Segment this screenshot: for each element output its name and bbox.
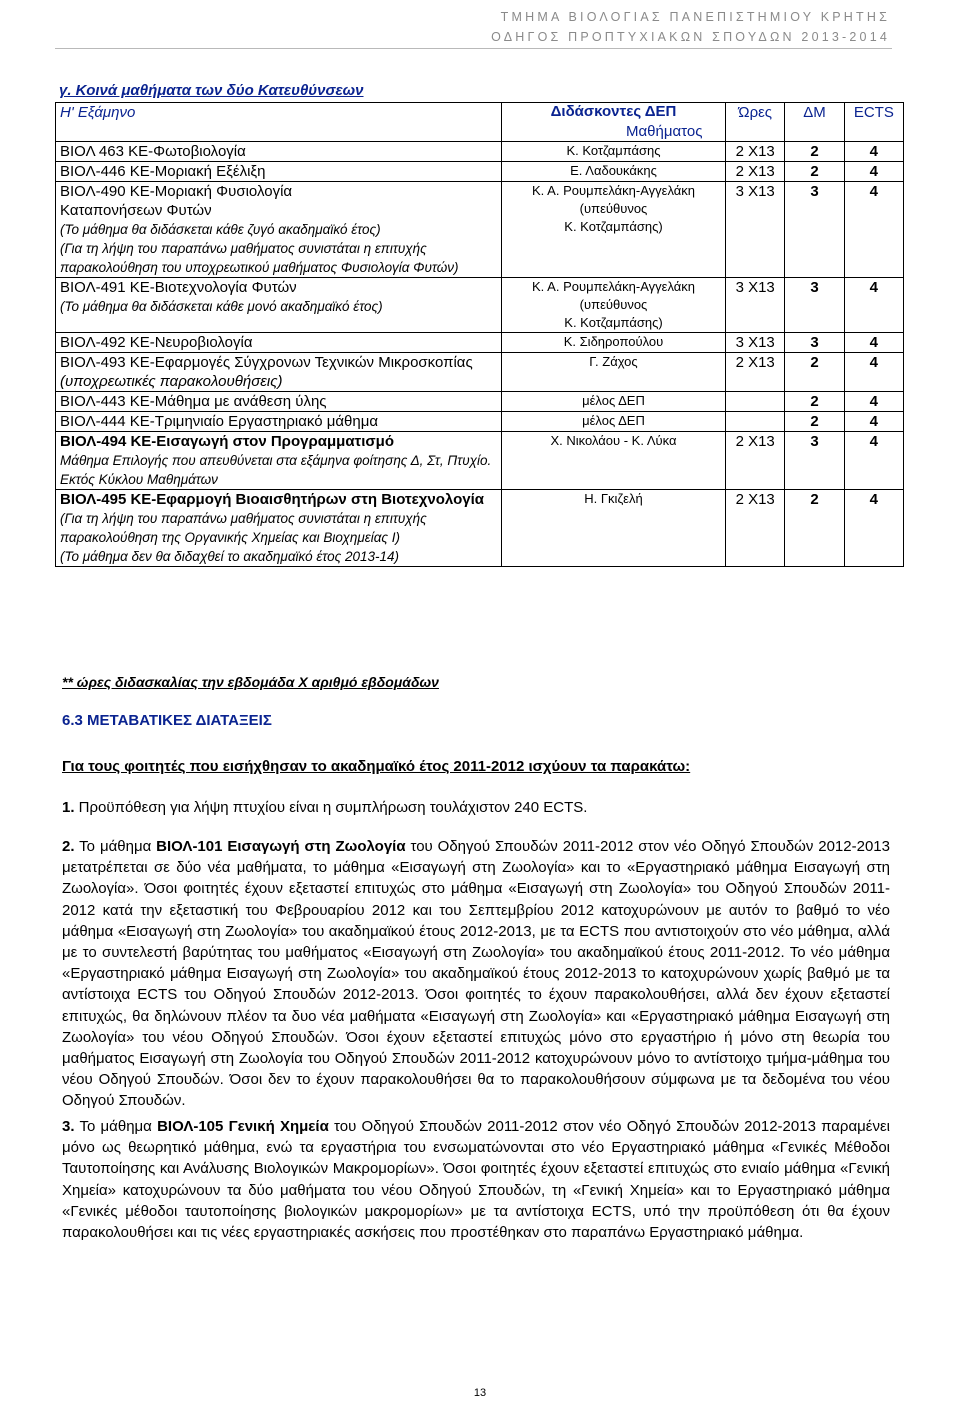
- course-instructor: Η. Γκιζελή: [502, 490, 726, 567]
- course-dm: 2: [785, 490, 844, 567]
- course-title: ΒΙΟΛ-494 ΚΕ-Εισαγωγή στον Προγραμματισμό: [60, 433, 394, 450]
- course-ects: 4: [844, 162, 903, 182]
- course-dm: 3: [785, 333, 844, 353]
- table-row: [56, 142, 904, 162]
- course-instructor: Κ. Σιδηροπούλου: [502, 333, 726, 353]
- course-hours: 2 Χ13: [726, 432, 785, 490]
- course-title: ΒΙΟΛ-495 ΚΕ-Εφαρμογή Βιοαισθητήρων στη Βιοτεχνολογία: [60, 491, 484, 508]
- course-ects: 4: [844, 182, 903, 278]
- table-header-row: [56, 103, 904, 142]
- course-title: ΒΙΟΛ-444 ΚΕ-Τριμηνιαίο Εργαστηριακό μάθημα: [56, 412, 502, 432]
- course-dm: 2: [785, 162, 844, 182]
- course-dm: 2: [785, 353, 844, 392]
- table-row: [56, 333, 904, 353]
- courses-table: [55, 102, 904, 567]
- header-rule: [55, 48, 892, 49]
- section-heading: 6.3 ΜΕΤΑΒΑΤΙΚΕΣ ΔΙΑΤΑΞΕΙΣ: [62, 712, 272, 729]
- hours-header: Ώρες Μαθήματος: [726, 103, 785, 142]
- course-dm: 2: [785, 142, 844, 162]
- course-hours: 3 Χ13: [726, 182, 785, 278]
- course-dm: 3: [785, 278, 844, 333]
- table-row: [56, 182, 904, 278]
- course-title: ΒΙΟΛ-491 ΚΕ-Βιοτεχνολογία Φυτών: [60, 279, 297, 296]
- course-hours: 2 Χ13: [726, 490, 785, 567]
- course-hours: [726, 392, 785, 412]
- table-row: [56, 490, 904, 567]
- course-ects: 4: [844, 412, 903, 432]
- course-hours: [726, 412, 785, 432]
- course-ects: 4: [844, 432, 903, 490]
- course-note: Μάθημα Επιλογής που απευθύνεται στα εξάμηνα φοίτησης Δ, Στ, Πτυχίο.: [60, 453, 492, 468]
- course-instructor: Χ. Νικολάου - Κ. Λύκα: [502, 432, 726, 490]
- course-title-cell: [56, 432, 502, 490]
- course-instructor: μέλος ΔΕΠ: [502, 392, 726, 412]
- table-row: [56, 278, 904, 333]
- course-hours: 3 Χ13: [726, 278, 785, 333]
- course-instructor: Κ. Α. Ρουμπελάκη-Αγγελάκη (υπεύθυνος Κ. Κοτζαμπάσης): [502, 278, 726, 333]
- course-instructor: Γ. Ζάχος: [502, 353, 726, 392]
- course-ects: 4: [844, 278, 903, 333]
- course-title-cont: Καταπονήσεων Φυτών: [60, 202, 212, 219]
- course-instructor: Κ. Κοτζαμπάσης: [502, 142, 726, 162]
- paragraph-1: 1. Προϋπόθεση για λήψη πτυχίου είναι η συμπλήρωση τουλάχιστον 240 ECTS.: [62, 799, 588, 816]
- paragraph-2: 2. Το μάθημα ΒΙΟΛ-101 Εισαγωγή στη Ζωολογία του Οδηγού Σπουδών 2011-2012 στον νέο Οδηγό Σπουδών 2012-2013 μετατρέπεται σε δύο νέα μαθήματα, το μάθημα «Εισαγωγή στη Ζωολογία» και το «Εργαστηριακό μάθημα Εισαγωγή στη Ζωολογία». Όσοι φοιτητές έχουν εξεταστεί επιτυχώς στο μάθημα «Εισαγωγή στη Ζωολογία» του Οδηγού Σπουδών 2011-2012 κατά την εξεταστική του Φεβρουαρίου 2012 και του Σεπτεμβρίου 2012 κατοχυρώνουν με αυτόν το βαθμό το νέο μάθημα «Εισαγωγή στη Ζωολογία» του ακαδημαϊκού έτους 2012-2013, με τα ECTS που αντιστοιχούν στο νέο μάθημα, αλλά με το συντελεστή βαρύτητας του μαθήματος «Εισαγωγή στη Ζωολογία» του ακαδημαϊκού έτους 2011-2012. Το νέο μάθημα «Εργαστηριακό μάθημα Εισαγωγή στη Ζωολογία» του ακαδημαϊκού έτους 2012-2013 το κατοχυρώνουν χωρίς βαθμό με τα αντίστοιχα ECTS του Οδηγού Σπουδών 2012-2013. Όσοι φοιτητές το έχουν παρακολουθήσει, αλλά δεν έχουν εξεταστεί επιτυχώς, θα δηλώνουν πλέον τα δυο νέα μαθήματα «Εισαγωγή στη Ζωολογία» και «Εργαστηριακό μάθημα Εισαγωγή στη Ζωολογία» του νέου Οδηγού Σπουδών. Όσοι έχουν εξεταστεί επιτυχώς μόνο στο εργαστήριο ή μόνο στη θεωρία του μαθήματος Εισαγωγή στη Ζωολογία του Οδηγού Σπουδών 2011-2012 κατοχυρώνουν μόνο το αντίστοιχο τμήμα-μάθημα του νέου Οδηγού Σπουδών. Όσοι δεν το έχουν παρακολουθήσει θα το παρακολουθήσουν σύμφωνα με τα δεδομένα του νέου Οδηγού Σπουδών.: [62, 838, 890, 1110]
- course-dm: 3: [785, 432, 844, 490]
- table-row: [56, 432, 904, 490]
- course-instructor: Ε. Λαδουκάκης: [502, 162, 726, 182]
- course-title-cell: [56, 490, 502, 567]
- course-hours: 3 Χ13: [726, 333, 785, 353]
- ects-header: ECTS: [844, 103, 903, 142]
- footnote: ** ώρες διδασκαλίας την εβδομάδα Χ αριθμό εβδομάδων: [62, 674, 439, 690]
- course-hours: 2 Χ13: [726, 162, 785, 182]
- table-row: [56, 353, 904, 392]
- course-note: (Το μάθημα δεν θα διδαχθεί το ακαδημαϊκό έτος 2013-14): [60, 549, 400, 564]
- course-ects: 4: [844, 490, 903, 567]
- course-title-cell: [56, 182, 502, 278]
- course-title: ΒΙΟΛ-446 ΚΕ-Μοριακή Εξέλιξη: [56, 162, 502, 182]
- course-instructor: Κ. Α. Ρουμπελάκη-Αγγελάκη (υπεύθυνος Κ. Κοτζαμπάσης): [502, 182, 726, 278]
- course-dm: 2: [785, 412, 844, 432]
- paragraph-3: 3. Το μάθημα ΒΙΟΛ-105 Γενική Χημεία του Οδηγού Σπουδών 2011-2012 στον νέο Οδηγό Σπουδών 2012-2013 παραμένει μόνο ως θεωρητικό μάθημα, ενώ τα εργαστήρια του ενσωματώνονται στο νέο Εργαστηριακό μάθημα «Γενικές Μέθοδοι Ταυτοποίησης και Ανάλυσης Βιολογικών Μακρομορίων». Όσοι φοιτητές έχουν εξεταστεί επιτυχώς στο ενιαίο μάθημα «Γενική Χημεία» κατοχυρώνουν τα δύο μαθήματα του νέου Οδηγού Σπουδών, τη «Γενική Χημεία» και το Εργαστηριακό μάθημα «Γενικές μέθοδοι ταυτοποίησης βιολογικών μακρομορίων» με τα αντίστοιχα ECTS, υπό την προϋπόθεση ότι θα έχουν παρακολουθήσει και τις νέες εργαστηριακές ασκήσεις που προστέθηκαν στο παραπάνω Εργαστηριακό μάθημα.: [62, 1118, 890, 1242]
- table-row: [56, 392, 904, 412]
- course-ects: 4: [844, 392, 903, 412]
- course-dm: 2: [785, 392, 844, 412]
- table-row: [56, 162, 904, 182]
- course-ects: 4: [844, 333, 903, 353]
- header-guide: ΟΔΗΓΟΣ ΠΡΟΠΤΥΧΙΑΚΩΝ ΣΠΟΥΔΩΝ 2013-2014: [491, 30, 890, 44]
- course-hours: 2 Χ13: [726, 142, 785, 162]
- course-instructor: μέλος ΔΕΠ: [502, 412, 726, 432]
- course-note-tail: Εκτός Κύκλου Μαθημάτων: [60, 472, 218, 487]
- course-title: ΒΙΟΛ-443 ΚΕ-Μάθημα με ανάθεση ύλης: [56, 392, 502, 412]
- course-note: (Το μάθημα θα διδάσκεται κάθε μονό ακαδημαϊκό έτος): [60, 299, 383, 314]
- section-subheading: Για τους φοιτητές που εισήχθησαν το ακαδημαϊκό έτος 2011-2012 ισχύουν τα παρακάτω:: [62, 758, 691, 775]
- table-row: [56, 412, 904, 432]
- course-ects: 4: [844, 142, 903, 162]
- section-title: γ. Κοινά μαθήματα των δύο Κατευθύνσεων: [59, 82, 364, 99]
- semester-label: Η' Εξάμηνο: [56, 103, 502, 142]
- course-hours: 2 Χ13: [726, 353, 785, 392]
- course-note: (υποχρεωτικές παρακολουθήσεις): [60, 373, 283, 390]
- course-note: (Για τη λήψη του παραπάνω μαθήματος συνιστάται η επιτυχής παρακολούθηση του υποχρεωτικού μαθήματος Φυσιολογία Φυτών): [60, 241, 459, 275]
- instructors-header: Διδάσκοντες ΔΕΠ: [502, 103, 726, 142]
- course-title: ΒΙΟΛ-492 ΚΕ-Νευροβιολογία: [56, 333, 502, 353]
- course-title: ΒΙΟΛ-493 ΚΕ-Εφαρμογές Σύγχρονων Τεχνικών Μικροσκοπίας: [60, 354, 473, 371]
- course-note: (Για τη λήψη του παραπάνω μαθήματος συνιστάται η επιτυχής παρακολούθηση της Οργανικής Χημείας και Βιοχημείας Ι): [60, 511, 427, 545]
- header-department: ΤΜΗΜΑ ΒΙΟΛΟΓΙΑΣ ΠΑΝΕΠΙΣΤΗΜΙΟΥ ΚΡΗΤΗΣ: [500, 10, 890, 24]
- course-title: ΒΙΟΛ 463 ΚΕ-Φωτοβιολογία: [56, 142, 502, 162]
- course-ects: 4: [844, 353, 903, 392]
- course-title-cell: [56, 278, 502, 333]
- course-title-cell: [56, 353, 502, 392]
- course-title: ΒΙΟΛ-490 ΚΕ-Μοριακή Φυσιολογία: [60, 183, 293, 200]
- dm-header: ΔΜ: [785, 103, 844, 142]
- course-note: (Το μάθημα θα διδάσκεται κάθε ζυγό ακαδημαϊκό έτος): [60, 222, 381, 237]
- page-number: 13: [473, 1387, 487, 1399]
- course-dm: 3: [785, 182, 844, 278]
